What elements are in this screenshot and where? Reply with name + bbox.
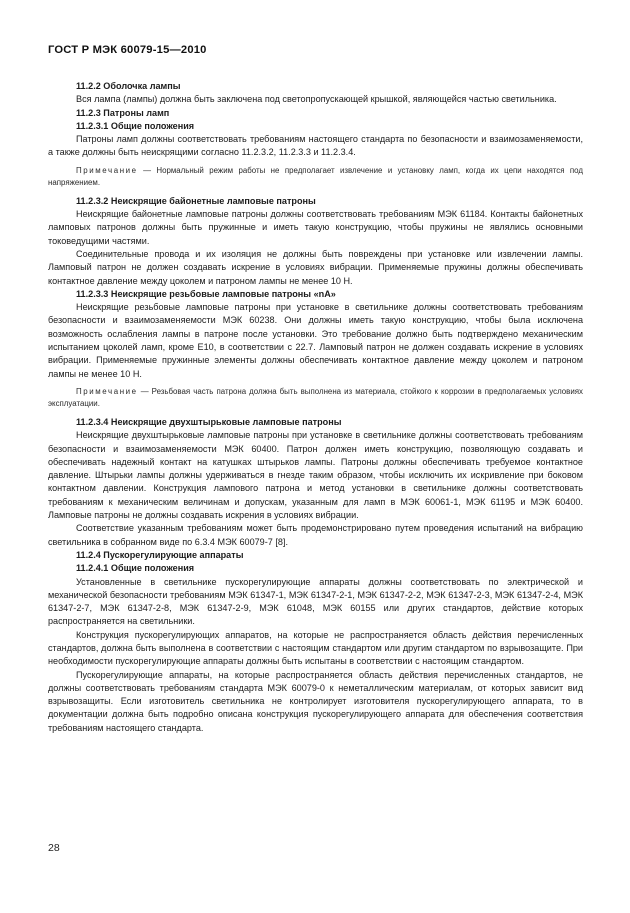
section-heading: 11.2.3.3 Неискрящие резьбовые ламповые патроны «nA»	[76, 288, 336, 299]
note-text: — Нормальный режим работы не предполагает извлечение и установку ламп, когда их цепи находятся под напряжением.	[48, 165, 583, 187]
section-heading: 11.2.3.1 Общие положения	[76, 120, 195, 131]
page-number: 28	[48, 842, 60, 854]
section-heading: 11.2.4 Пускорегулирующие аппараты	[76, 549, 244, 560]
paragraph: Неискрящие резьбовые ламповые патроны при установке в светильнике должны соответствовать требованиям безопасности и взаимозаменяемости МЭК 60238. Они должны иметь такую конструкцию, чтобы была исключена возможность ослабления лампы в патроне после установки. Это требование должно быть подтверждено механическим испытанием цоколей ламп, кроме E10, в соответствии с 22.7. Ламповый патрон не должен создавать искрение в условиях вибрации. Применяемые пружинные элементы должны обеспечивать контактное давление между цоколем и патроном лампы не менее 10 Н.	[48, 302, 583, 379]
paragraph: Соединительные провода и их изоляция не должны быть повреждены при установке или извлечении лампы. Ламповый патрон не должен создавать искрение в условиях вибрации. Применяемые пружины должны обеспечивать контактное давление между цоколем и патроном лампы не менее 10 Н.	[48, 248, 583, 286]
page-content	[48, 80, 583, 735]
note-label: Примечание	[76, 386, 138, 396]
section-heading: 11.2.4.1 Общие положения	[76, 563, 195, 574]
note	[48, 386, 583, 410]
paragraph: Вся лампа (лампы) должна быть заключена под светопропускающей крышкой, являющейся частью светильника.	[76, 94, 557, 105]
note-label: Примечание	[76, 165, 138, 175]
note	[48, 165, 583, 189]
paragraph: Патроны ламп должны соответствовать требованиям настоящего стандарта по безопасности и взаимозаменяемости, а также должны быть неискрящими согласно 11.2.3.2, 11.2.3.3 и 11.2.3.4.	[48, 134, 583, 158]
paragraph: Неискрящие двухштырьковые ламповые патроны при установке в светильнике должны соответствовать требованиям безопасности и взаимозаменяемости МЭК 60400. Патрон должен иметь конструкцию, позволяющую создавать и обеспечивать надежный контакт на катушках штырьков лампы. Патроны должны обеспечивать требуемое контактное давление. Штырьки лампы должны удерживаться в гнезде таким образом, чтобы исключить их искривление при боковом контактном давлении. Конструкция лампового патрона и метод установки в светильнике должны соответствовать требованиям к механическим величинам и допускам, указанным для ламп в МЭК 60061-1, МЭК 61195 и МЭК 60400. Ламповые патроны не должны создавать искрения в условиях вибрации.	[48, 430, 583, 521]
document-header: ГОСТ Р МЭК 60079-15—2010	[48, 44, 207, 56]
paragraph: Соответствие указанным требованиям может быть продемонстрировано путем проведения испытаний на вибрацию светильника в собранном виде по 6.3.4 МЭК 60079-7 [8].	[48, 523, 583, 547]
section-heading: 11.2.3.4 Неискрящие двухштырьковые ламповые патроны	[76, 416, 342, 427]
note-text: — Резьбовая часть патрона должна быть выполнена из материала, стойкого к коррозии в предполагаемых условиях эксплуатации.	[48, 386, 583, 408]
section-heading: 11.2.3.2 Неискрящие байонетные ламповые патроны	[76, 195, 316, 206]
paragraph: Установленные в светильнике пускорегулирующие аппараты должны соответствовать по электрической и механической безопасности требованиям МЭК 61347-1, МЭК 61347-2-1, МЭК 61347-2-2, МЭК 61347-2-3, МЭК 61347-2-4, МЭК 61347-2-7, МЭК 61347-2-8, МЭК 61347-2-9, МЭК 61048, МЭК 60155 или других стандартов, действие которых распространяется на светильники.	[48, 576, 583, 627]
paragraph: Пускорегулирующие аппараты, на которые распространяется область действия перечисленных стандартов, не должны соответствовать требованиям стандарта МЭК 60079-0 к неметаллическим материалам, от которых зависит вид взрывозащиты. Если изготовитель светильника не контролирует изготовителя пускорегулирующего аппарата, то в документации должна быть подробно описана конструкция пускорегулирующего аппарата для обеспечения соответствия требованиям настоящего стандарта.	[48, 669, 583, 733]
paragraph: Неискрящие байонетные ламповые патроны должны соответствовать требованиям МЭК 61184. Контакты байонетных ламповых патронов должны быть пружинные и иметь такую конструкцию, чтобы пружины не являлись основными токоведущими частями.	[48, 209, 583, 246]
section-heading: 11.2.2 Оболочка лампы	[76, 81, 181, 91]
section-heading: 11.2.3 Патроны ламп	[76, 107, 170, 118]
paragraph: Конструкция пускорегулирующих аппаратов, на которые не распространяется область действия перечисленных стандартов, должна быть выполнена в соответствии с настоящим стандартом или другим стандартом по взрывозащите. При необходимости пускорегулирующие аппараты должны быть испытаны в соответствии с настоящим стандартом.	[48, 629, 583, 667]
